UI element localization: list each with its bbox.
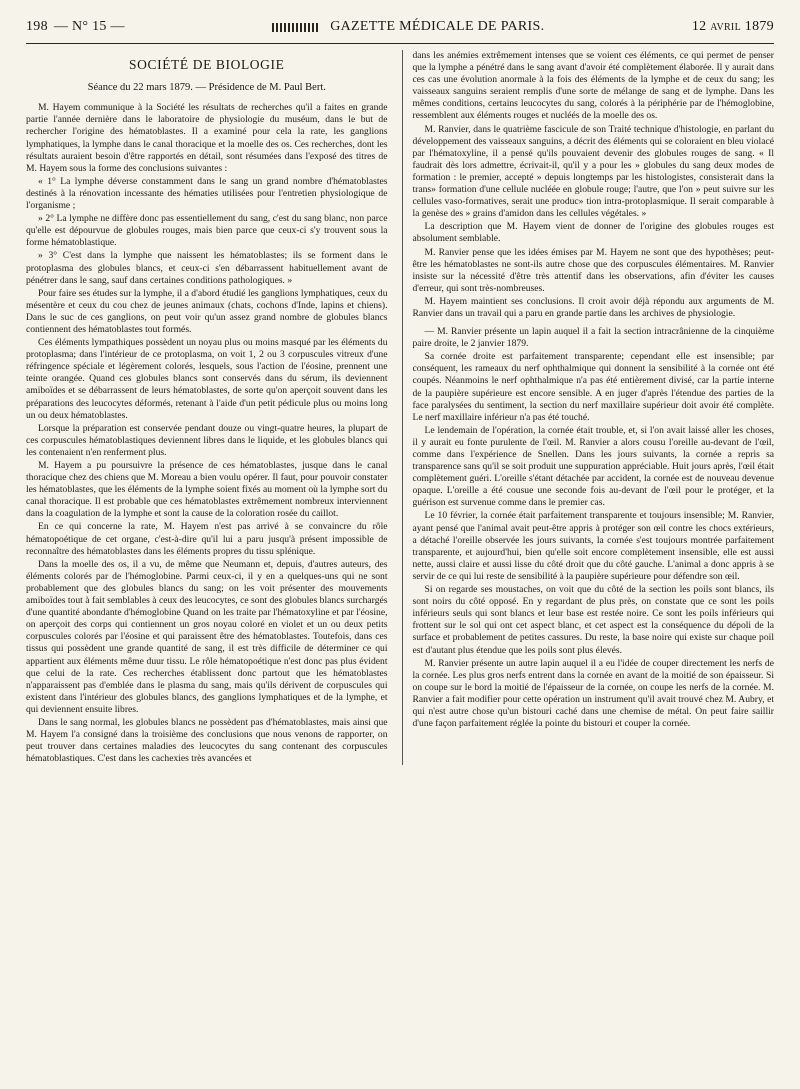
paragraph: M. Ranvier présente un autre lapin auquel il a eu l'idée de couper directement les nerfs de la cornée. Les plus gros nerfs entrent dans la cornée en avant de la moitié de son épaisseur. Si on coupe sur le bord la moitié de l'épaisseur de la cornée, on coupe les nerfs de la cornée. M. Ranvier a fait modifier pour cette opération un instrument qu'il avait trouvé chez M. Aubry, et qui n'est autre chose qu'un bistouri caché dans une chemise de métal. On peut faire saillir d'une façon parfaitement réglée la pointe du bistouri et couper la cornée. (412, 657, 774, 730)
issue-number: — N° 15 — (53, 19, 125, 34)
paragraph: M. Hayem a pu poursuivre la présence de ces hématoblastes, jusque dans le canal thoracique chez des chiens que M. Moreau a bien voulu opérer. Il faut, pour pouvoir constater les hématoblastes, que les éléments de la lymphe soient fixés au moment où la lymphe sort du canal thoracique. Il est probable que ces hématoblastes extrêmement nombreux interviennent dans la coagulation de la lymphe et sont la cause de la coloration rosée du caillot. (26, 460, 388, 520)
paragraph: — M. Ranvier présente un lapin auquel il a fait la section intracrânienne de la cinquième paire droite, le 2 janvier 1879. (412, 326, 774, 350)
paragraph: « 1° La lymphe déverse constamment dans le sang un grand nombre d'hématoblastes destinés à la rénovation incessante des hématies utilisées pour l'entretien physiologique de l'organisme ; (26, 175, 388, 212)
right-column (402, 50, 775, 765)
session-line: Séance du 22 mars 1879. — Présidence de M. Paul Bert. (87, 82, 326, 94)
paragraph: Dans le sang normal, les globules blancs ne possèdent pas d'hématoblastes, mais ainsi que M. Hayem l'a consigné dans la troisième des conclusions que nous venons de rapporter, on peut trouver dans certaines maladies des leucocytes du sang contenant des corpuscules hématoblastiques. C'est dans les cachexies très avancées et (26, 716, 388, 765)
paragraph: En ce qui concerne la rate, M. Hayem n'est pas arrivé à se convaincre du rôle hématopoétique de cet organe, c'est-à-dire qu'il lui a paru jusqu'à présent impossible de reconnaître des hématoblastes dans les éléments propres du tissu splénique. (26, 521, 388, 557)
issue-date: 12 avril 1879 (691, 19, 774, 34)
paragraph: M. Ranvier, dans le quatrième fascicule de son Traité technique d'histologie, en parlant du développement des vaisseaux sanguins, a décrit des éléments qui se coloraient en bleu violacé par l'hématoxyline, il a pensé qu'ils pouvaient devenir des globules rouges de sang. « Il faudrait dès lors admettre, écrivait-il, qu'il y a pour les » globules du sang deux modes de formation : le premier, accepté » depuis longtemps par les histologistes, consisterait dans la trans» formation d'une cellule nucléée en globule rouge; l'autre, que l'on » peut suivre sur les cellules vaso-formatives, serait une produc» tion intra-protoplasmique. Il serait comparable à la genèse des » grains d'amidon dans les cellules végétales. » (412, 123, 774, 220)
page-header (26, 14, 774, 44)
section-title: SOCIÉTÉ DE BIOLOGIE (129, 57, 285, 72)
columns (26, 50, 774, 765)
page-number: 198 (26, 19, 48, 34)
paragraph: Pour faire ses études sur la lymphe, il a d'abord étudié les ganglions lymphatiques, ceux du mésentère et ceux du cou chez de jeunes animaux (chats, cochons d'Inde, lapins et chiens). Dans le suc de ces ganglions, on peut voir qu'un assez grand nombre de globules blancs contiennent des hématoblastes tout formés. (26, 287, 388, 335)
paragraph: » 2° La lymphe ne diffère donc pas essentiellement du sang, c'est du sang blanc, non parce qu'elle est dépourvue de globules rouges, mais bien parce que ceux-ci s'y trouvent sous la forme hématoblastique. (26, 213, 388, 249)
paragraph: dans les anémies extrêmement intenses que se voient ces éléments, ce qui permet de penser que la lymphe a pénétré dans le sang avant d'avoir été complètement élaborée. Il y aurait dans ces cas une évolution anormale à la fois des éléments de la lymphe et de ceux du sang; les vaisseaux sanguins seraient remplis d'une sorte de mélange de sang et de lymphe. Dans les mêmes conditions, certains leucocytes du sang, colorés à la périphérie par de l'hémoglobine, ressemblent aux éléments rouges et nucléés de la moelle des os. (412, 50, 774, 122)
paragraph: Sa cornée droite est parfaitement transparente; cependant elle est insensible; par conséquent, les rameaux du nerf ophthalmique qui donnent la sensibilité à la cornée ont été coupés. Néanmoins le nerf ophthalmique n'a pas été entièrement divisé, car la partie interne de la paupière supérieure est encore sensible. A en juger d'après l'étendue des parties de la face paralysées du sentiment, la section du nerf maxillaire supérieur doit avoir été complète. Le nerf maxillaire inférieur n'a pas été touché. (412, 351, 774, 423)
paragraph: Si on regarde ses moustaches, on voit que du côté de la section les poils sont blancs, ils sont noirs du côté opposé. En y regardant de plus près, on constate que ce sont les poils inférieurs seuls qui sont blancs et leur base est restée noire. Ce sont les poils inférieurs qui frottent sur le sol qui ont cet aspect blanc, et cet aspect est la conséquence du dépoli de la surface et probablement de petites cassures. Du reste, la base noire qui existe sur chaque poil est d'autant plus étendue que les poils sont plus élevés. (412, 584, 774, 656)
paragraph: M. Hayem communique à la Société les résultats de recherches qu'il a faites en grande partie l'année dernière dans le laboratoire de physiologie du muséum, dans le but de rechercher l'origine des hématoblastes. Il a examiné pour cela la rate, les ganglions lymphatiques, la lymphe dans le canal thoracique et la moelle des os. Ces recherches, dont les résultats auraient besoin d'être rapportés en détail, sont résumées dans l'exposé des titres de M. Hayem sous la forme des conclusions suivantes : (26, 102, 388, 174)
paragraph: Le lendemain de l'opération, la cornée était trouble, et, si l'on avait laissé aller les choses, il y aurait eu fonte purulente de l'œil. M. Ranvier a alors cousu l'oreille au-devant de l'œil, comme dans l'expérience de Snellen. Dans les jours suivants, la cornée a repris sa transparence sans qu'il se soit produit une suppuration appréciable. Huit jours après, l'œil était complètement guéri. L'oreille s'étant détachée par accident, la cornée est de nouveau devenue opaque. L'oreille a été cousue une seconde fois au-devant de l'œil pour le protéger, et la guérison est survenue comme dans le premier cas. (412, 424, 774, 509)
paragraph: M. Hayem maintient ses conclusions. Il croit avoir déjà répondu aux arguments de M. Ranvier dans un travail qui a paru en grande partie dans les archives de physiologie. (412, 295, 774, 319)
paragraph: » 3° C'est dans la lymphe que naissent les hématoblastes; ils se forment dans le protoplasma des globules blancs, et ceux-ci s'en débarrassent habituellement avant de pénétrer dans le sang, sauf dans certaines conditions pathologiques. » (26, 250, 388, 286)
header-left (26, 19, 125, 35)
paragraph: Dans la moelle des os, il a vu, de même que Neumann et, depuis, d'autres auteurs, des éléments colorés par de l'hémoglobine. Parmi ceux-ci, il y en a quelques-uns qui ne sont probablement que des globules blancs du sang; on les voit présenter des mouvements amiboïdes tout à fait semblables à ceux des leucocytes, ce sont des globules blancs surchargés d'une quantité abondante d'hémoglobine Quand on les traite par l'hématoxyline et par l'éosine, on aperçoit des corps qui contiennent un gros noyau coloré en violet et un ou deux petits corpuscules colorés par l'éosine et qui paraissent être des hématoblastes. Toutefois, dans ces tissus qui possèdent une grande quantité de sang, il est très difficile de déterminer ce qui appartient aux éléments même duur tissu. Le rôle hématopoétique n'est donc pas plus évident que celui de la rate. Ces recherches établissent donc partout que les hématoblastes n'apparaissent pas d'emblée dans le plasma du sang, mais qu'ils dérivent de corpuscules qui existent dans l'intérieur des globules blancs, des ganglions lymphatiques et de la lymphe, et qui deviennent ensuite libres. (26, 558, 388, 715)
paragraph: M. Ranvier pense que les idées émises par M. Hayem ne sont que des hypothèses; peut-être les hématoblastes ne sont-ils autre chose que des corpuscules élémentaires. M. Ranvier insiste sur la nécessité d'être très attentif dans les observations, afin d'éviter les causes d'erreur, qui sont très-nombreuses. (412, 246, 774, 294)
paragraph: Lorsque la préparation est conservée pendant douze ou vingt-quatre heures, la plupart de ces corpuscules hématoblastiques deviennent libres dans le liquide, et les globules blancs qui les contenaient n'en renferment plus. (26, 422, 388, 458)
paragraph: Ces éléments lympathiques possèdent un noyau plus ou moins masqué par les éléments du protoplasma; dans l'intérieur de ce protoplasma, on voit 1, 2 ou 3 corpuscules vitreux d'une réfringence spéciale et légèrement colorés, lesquels, sous l'action de l'éosine, prennent une teinte orangée. Quand ces globules blancs sont conservés dans du sérum, ils deviennent amiboïdes et se débarrassent de leurs hématoblastes, de sorte qu'on aperçoit souvent dans les préparations des leucocytes déformés, retenant à l'aide d'un petit pédicule plus ou moins long un ou deux hématoblastes. (26, 337, 388, 421)
header-center (272, 19, 544, 35)
left-column (26, 50, 388, 765)
journal-title: GAZETTE MÉDICALE DE PARIS. (330, 19, 545, 34)
ornament (272, 23, 320, 32)
paragraph: Le 10 février, la cornée était parfaitement transparente et toujours insensible; M. Ranvier, ayant pensé que l'animal avait peut-être appris à protéger son œil contre les chocs extérieurs, a détaché l'oreille observée les jours suivants, la cornée s'est toujours montrée parfaitement transparente, et aujourd'hui, bien qu'elle soit encore complètement insensible, elle est aussi nette, aussi claire et aussi lisse du côté droit que du côté gauche. L'animal a donc appris à se servir de ce qui lui reste de sensibilité à la paupière supérieure pour défendre son œil. (412, 510, 774, 582)
paragraph: La description que M. Hayem vient de donner de l'origine des globules rouges est absolument semblable. (412, 221, 774, 245)
